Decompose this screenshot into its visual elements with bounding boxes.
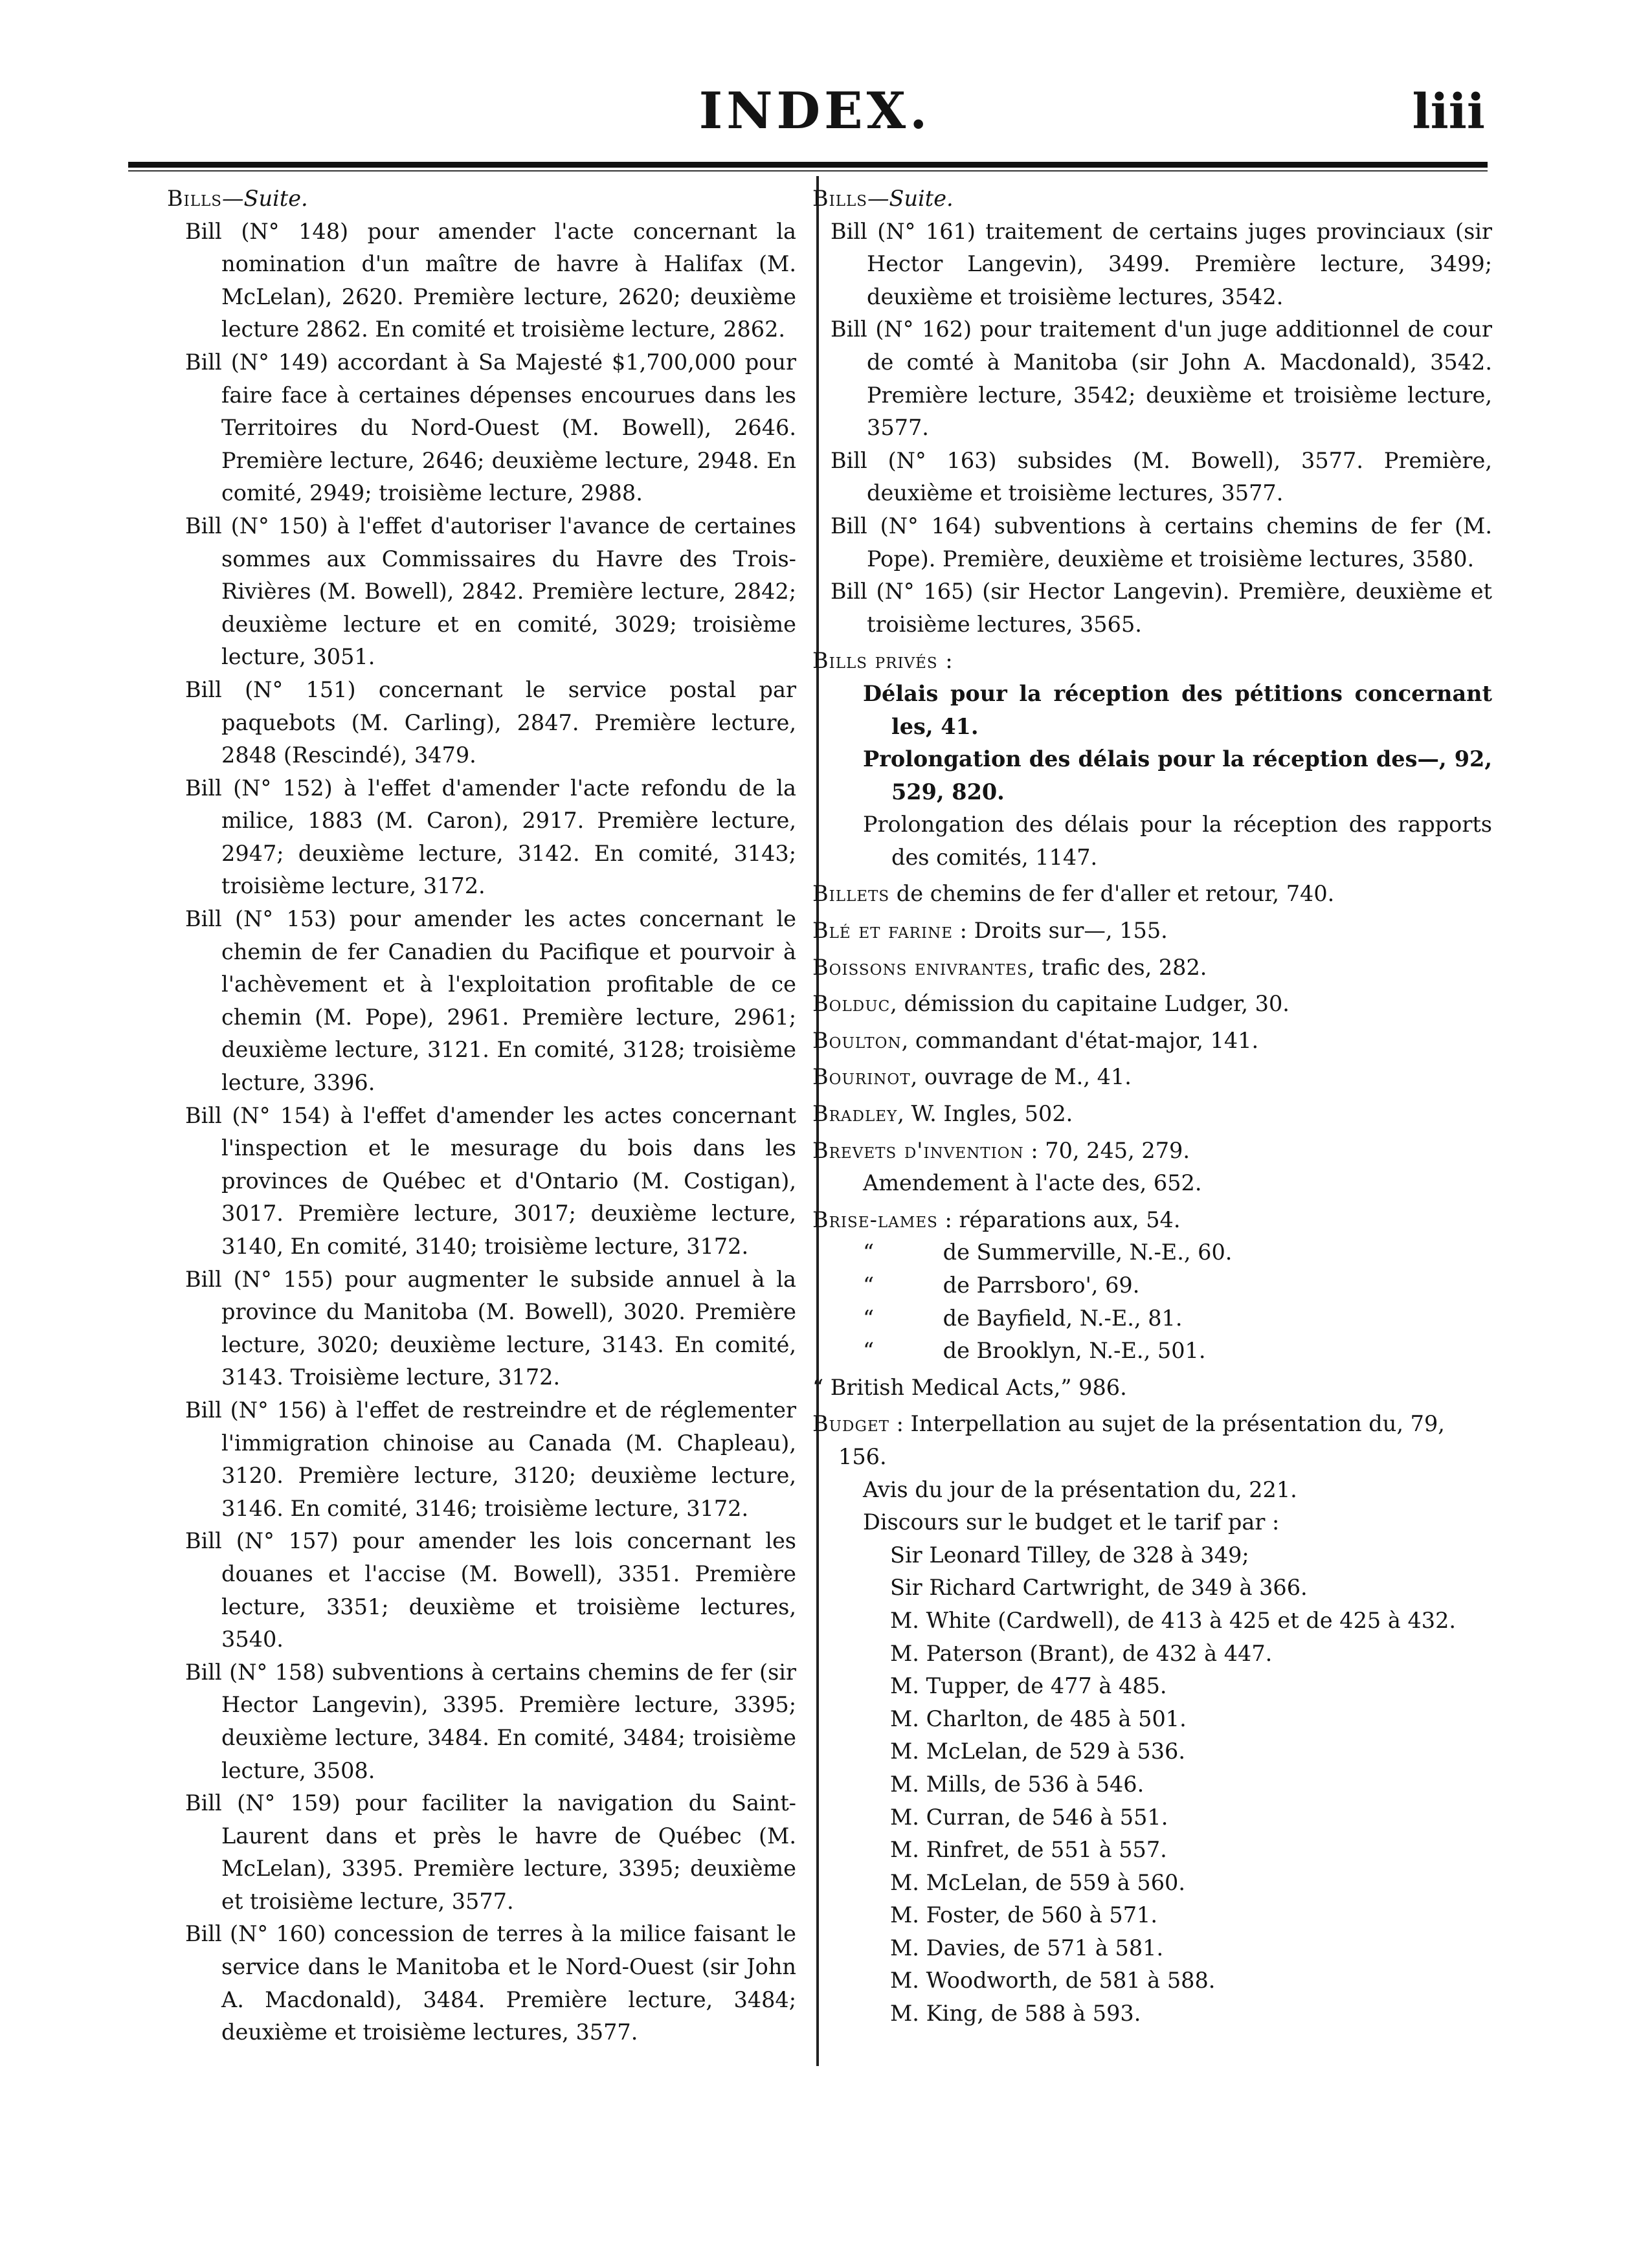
- entry-boissons: [812, 951, 1492, 984]
- budget-speaker: Sir Richard Cartwright, de 349 à 366.: [890, 1575, 1308, 1601]
- left-column: [167, 183, 796, 2049]
- bill-154: Bill (N° 154) à l'effet d'amender les actes concernant l'inspection et le mesurage du bois dans les provinces de Québec et d'Ontario (M. Costigan), 3017. Première lecture, 3017; deuxième lecture, 3140, En comité, 3140; troisième lecture, 3172.: [185, 1102, 796, 1259]
- entry-term: Billets: [812, 881, 890, 907]
- entry-text: , ouvrage de M., 41.: [910, 1064, 1132, 1090]
- bill-159: Bill (N° 159) pour faciliter la navigation du Saint-Laurent dans et près le havre de Québec (M. McLelan), 3395. Première lecture, 3395; deuxième et troisième lecture, 3577.: [185, 1790, 796, 1914]
- page-title: INDEX.: [698, 82, 932, 140]
- budget-speaker: M. Paterson (Brant), de 432 à 447.: [890, 1640, 1273, 1666]
- bill-157: Bill (N° 157) pour amender les lois concernant les douanes et l'accise (M. Bowell), 3351. Première lecture, 3351; deuxième et troisième lectures, 3540.: [185, 1528, 796, 1652]
- bill-162: Bill (N° 162) pour traitement d'un juge additionnel de cour de comté à Manitoba (sir John A. Macdonald), 3542. Première lecture, 3542; deuxième et troisième lecture, 3577.: [831, 317, 1492, 441]
- bill-152: Bill (N° 152) à l'effet d'amender l'acte refondu de la milice, 1883 (M. Caron), 2917. Première lecture, 2947; deuxième lecture, 3142. En comité, 3143; troisième lecture, 3172.: [185, 775, 796, 899]
- bill-163: Bill (N° 163) subsides (M. Bowell), 3577. Première, deuxième et troisième lectures, 3577.: [831, 447, 1492, 506]
- entry-budget: [812, 1408, 1492, 1473]
- entry-text: , trafic des, 282.: [1027, 954, 1207, 980]
- ditto-mark: “: [863, 1240, 875, 1265]
- entry-brevets: [812, 1135, 1492, 1168]
- brevets-sub: Amendement à l'acte des, 652.: [863, 1170, 1202, 1196]
- entry-text: : Interpellation au sujet de la présentation du, 79, 156.: [838, 1411, 1445, 1469]
- budget-avis: Avis du jour de la présentation du, 221.: [863, 1476, 1297, 1502]
- bill-164: Bill (N° 164) subventions à certains chemins de fer (M. Pope). Première, deuxième et troisième lectures, 3580.: [831, 513, 1492, 572]
- bill-156: Bill (N° 156) à l'effet de restreindre et de réglementer l'immigration chinoise au Canada (M. Chapleau), 3120. Première lecture, 3120; deuxième lecture, 3146. En comité, 3146; troisième lecture, 3172.: [185, 1397, 796, 1521]
- entry-term: Boissons enivrantes: [812, 954, 1028, 980]
- budget-speaker: M. Foster, de 560 à 571.: [890, 1902, 1158, 1928]
- entry-bradley: [812, 1098, 1492, 1131]
- entry-text: , commandant d'état-major, 141.: [901, 1027, 1259, 1053]
- header-rule-thick: [128, 162, 1488, 168]
- entry-term: Boulton: [812, 1027, 902, 1053]
- entry-text: , W. Ingles, 502.: [897, 1101, 1073, 1127]
- budget-speaker: M. Charlton, de 485 à 501.: [890, 1706, 1187, 1731]
- bill-155: Bill (N° 155) pour augmenter le subside annuel à la province du Manitoba (M. Bowell), 3020. Première lecture, 3020; deuxième lecture, 3143. En comité, 3143. Troisième lecture, 3172.: [185, 1266, 796, 1390]
- brise-lames-text: de Brooklyn, N.-E., 501.: [943, 1338, 1206, 1364]
- bills-prives-heading: [812, 645, 1492, 678]
- entry-term: Brise-lames: [812, 1206, 938, 1232]
- ditto-mark: “: [863, 1305, 875, 1331]
- heading-name: Bills: [167, 186, 223, 211]
- budget-speaker: M. Davies, de 571 à 581.: [890, 1935, 1164, 1961]
- entry-text: , démission du capitaine Ludger, 30.: [890, 991, 1289, 1017]
- bill-148: Bill (N° 148) pour amender l'acte concernant la nomination d'un maître de havre à Halifax (M. McLelan), 2620. Première lecture, 2620; deuxième lecture 2862. En comité et troisième lecture, 2862.: [185, 218, 796, 342]
- bills-prives-label: Bills privés :: [812, 648, 954, 674]
- budget-speaker: M. McLelan, de 559 à 560.: [890, 1869, 1186, 1895]
- budget-speaker: M. White (Cardwell), de 413 à 425 et de 425 à 432.: [890, 1607, 1457, 1633]
- entry-term: Blé et farine: [812, 918, 953, 944]
- budget-speaker: M. McLelan, de 529 à 536.: [890, 1739, 1186, 1764]
- budget-speaker: M. Tupper, de 477 à 485.: [890, 1673, 1167, 1699]
- right-column: [812, 183, 1492, 2030]
- page-number: liii: [1412, 84, 1485, 140]
- budget-speaker: M. Mills, de 536 à 546.: [890, 1771, 1144, 1797]
- bill-158: Bill (N° 158) subventions à certains chemins de fer (sir Hector Langevin), 3395. Première lecture, 3395; deuxième lecture, 3484. En comité, 3484; troisième lecture, 3508.: [185, 1659, 796, 1783]
- budget-speaker: M. Woodworth, de 581 à 588.: [890, 1968, 1216, 1994]
- right-heading: [812, 183, 1492, 216]
- entry-term: Bradley: [812, 1101, 898, 1127]
- ditto-mark: “: [863, 1273, 875, 1298]
- brise-lames-text: de Parrsboro', 69.: [943, 1273, 1140, 1298]
- budget-speaker: M. Curran, de 546 à 551.: [890, 1804, 1168, 1830]
- entry-boulton: [812, 1025, 1492, 1058]
- bill-151: Bill (N° 151) concernant le service postal par paquebots (M. Carling), 2847. Première lecture, 2848 (Rescindé), 3479.: [185, 676, 796, 768]
- brise-lames-item: [863, 1269, 1492, 1302]
- entry-term: Bourinot: [812, 1064, 911, 1090]
- bills-prives-item: Prolongation des délais pour la réception des—, 92, 529, 820.: [863, 746, 1492, 805]
- budget-speaker: M. Rinfret, de 551 à 557.: [890, 1837, 1167, 1863]
- bill-161: Bill (N° 161) traitement de certains juges provinciaux (sir Hector Langevin), 3499. Première lecture, 3499; deuxième et troisième lectures, 3542.: [831, 218, 1492, 309]
- brise-lames-text: de Bayfield, N.-E., 81.: [943, 1305, 1183, 1331]
- entry-term: Brevets d'invention: [812, 1137, 1024, 1163]
- heading-name: Bills: [812, 186, 868, 211]
- entry-bolduc: [812, 988, 1492, 1021]
- heading-suite: —Suite.: [222, 186, 308, 211]
- bill-165: Bill (N° 165) (sir Hector Langevin). Première, deuxième et troisième lectures, 3565.: [831, 579, 1492, 637]
- entry-brise-lames: [812, 1204, 1492, 1237]
- entry-text: : 70, 245, 279.: [1023, 1137, 1190, 1163]
- bill-149: Bill (N° 149) accordant à Sa Majesté $1,700,000 pour faire face à certaines dépenses encourues dans les Territoires du Nord-Ouest (M. Bowell), 2646. Première lecture, 2646; deuxième lecture, 2948. En comité, 2949; troisième lecture, 2988.: [185, 349, 796, 506]
- entry-term: Budget: [812, 1411, 889, 1437]
- entry-billets: [812, 878, 1492, 911]
- entry-text: : réparations aux, 54.: [937, 1206, 1181, 1232]
- left-heading: [167, 183, 796, 216]
- bills-prives-item: Prolongation des délais pour la réception des rapports des comités, 1147.: [863, 812, 1492, 870]
- entry-text: : Droits sur—, 155.: [953, 918, 1168, 944]
- budget-speaker: M. King, de 588 à 593.: [890, 2001, 1141, 2027]
- entry-term: Bolduc: [812, 991, 891, 1017]
- brise-lames-text: de Summerville, N.-E., 60.: [943, 1240, 1233, 1265]
- bill-150: Bill (N° 150) à l'effet d'autoriser l'avance de certaines sommes aux Commissaires du Havre des Trois-Rivières (M. Bowell), 2842. Première lecture, 2842; deuxième lecture et en comité, 3029; troisième lecture, 3051.: [185, 513, 796, 670]
- entry-british-medical: “ British Medical Acts,” 986.: [812, 1374, 1127, 1400]
- brise-lames-item: [863, 1236, 1492, 1269]
- entry-ble: [812, 915, 1492, 948]
- entry-text: de chemins de fer d'aller et retour, 740.: [889, 881, 1335, 907]
- brise-lames-item: [863, 1302, 1492, 1335]
- brise-lames-item: [863, 1335, 1492, 1368]
- entry-bourinot: [812, 1061, 1492, 1094]
- bill-153: Bill (N° 153) pour amender les actes concernant le chemin de fer Canadien du Pacifique et pourvoir à l'achèvement et à l'exploitation profitable de ce chemin (M. Pope), 2961. Première lecture, 2961; deuxième lecture, 3121. En comité, 3128; troisième lecture, 3396.: [185, 906, 796, 1096]
- heading-suite: —Suite.: [867, 186, 954, 211]
- header-rule-thin: [128, 170, 1488, 172]
- bills-prives-item: Délais pour la réception des pétitions concernant les, 41.: [863, 680, 1492, 739]
- budget-discours: Discours sur le budget et le tarif par :: [863, 1509, 1280, 1535]
- ditto-mark: “: [863, 1338, 875, 1364]
- budget-speaker: Sir Leonard Tilley, de 328 à 349;: [890, 1542, 1249, 1568]
- bill-160: Bill (N° 160) concession de terres à la milice faisant le service dans le Manitoba et le Nord-Ouest (sir John A. Macdonald), 3484. Première lecture, 3484; deuxième et troisième lectures, 3577.: [185, 1921, 796, 2045]
